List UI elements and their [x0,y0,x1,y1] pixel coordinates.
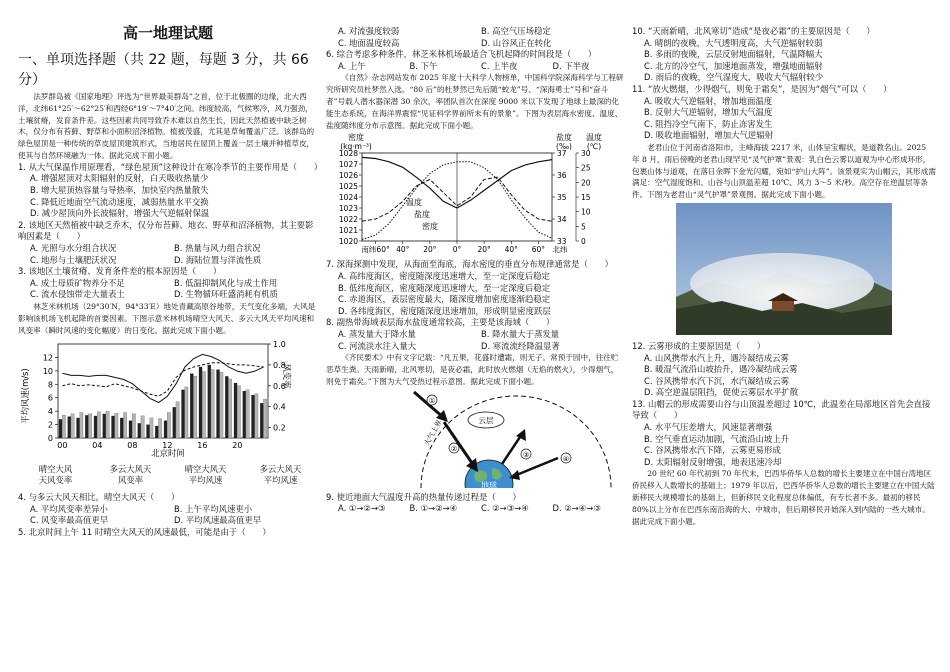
bar-clear-wind [234,383,237,438]
q2-option-c[interactable]: C. 地形与土壤肥沃状况 [30,254,117,265]
q11-option-d[interactable]: D. 吸收地面辐射，增加大气逆辐射 [644,130,774,141]
q13-option-c[interactable]: C. 谷风携带水汽下降，云雾更易形成 [644,445,781,456]
q4-option-d[interactable]: D. 平均风速最高值更早 [174,515,262,526]
arrow-3 [502,434,522,464]
cloud-label: 云层 [478,415,494,425]
y-tick-label: 8 [47,380,53,390]
q6-option-d[interactable]: D. 下半夜 [552,60,590,71]
q10-option-b[interactable]: B. 多雨的夜晚，云层反射地面辐射，气温降幅大 [644,49,823,60]
bar-cloudy-wind [255,394,258,438]
line-cloudy-variability [62,355,263,403]
bar-cloudy-wind [158,419,161,438]
q1-option-b[interactable]: B. 增大屋顶热容量与导热率，加快室内热量散失 [30,184,209,195]
section-heading: 一、单项选择题（共 22 题，每题 3 分，共 66 分） [18,52,309,88]
bar-cloudy-wind [71,414,74,438]
q9-option-b[interactable]: B. ①→②→④ [409,503,458,514]
bar-cloudy-wind [246,390,249,438]
q9-option-d[interactable]: D. ②→④→③ [552,503,601,514]
bar-clear-wind [225,377,228,439]
temperature-tick-label: 20 [581,178,591,188]
bar-clear-wind [138,424,141,439]
x-tick-label: 20° [477,245,491,255]
q3-option-c[interactable]: C. 流水侵蚀带走大量表土 [30,289,125,300]
bar-clear-wind [146,425,149,438]
y2-tick-label: 0.2 [273,423,286,433]
q11-option-b[interactable]: B. 反射大气逆辐射，增加大气温度 [644,107,773,118]
arrow-2 [444,422,474,466]
passage-deepsea: 《自然》杂志网站发布 2025 年度十大科学人物榜单，中国科学院深海科学与工程研究所研究员杜梦然入选。“80 后”的杜梦然已先后随“蛟龙”号、“深海勇士”号和“奋斗者”号载人潜水器深潜 30 余次，率团队首次在深度 9000 米以下发现了地球上最深的化能生态系统，在海洋界震惊“见证科学界前所未有的景象”。下图为表层海水密度、温度、盐度随纬度分布示意图。据此完成下面小题。 [326,73,624,130]
wind-chart-y-label: 平均风速(m/s) [20,368,30,424]
q2-option-d[interactable]: D. 海陆位置与洋流性质 [174,254,262,265]
line-clear-variability [62,363,263,396]
q13-option-d[interactable]: D. 太阳辐射反射增强，地表迅速冷却 [644,456,782,467]
q12-option-c[interactable]: C. 谷风携带水汽下沉，水汽凝结成云雾 [644,375,790,386]
q7-option-d[interactable]: D. 各纬度海区，密度随深度迅速增加，形成明显密度跃层 [338,305,551,316]
bar-cloudy-wind [228,379,231,438]
y2-tick-label: 0.4 [273,402,286,412]
q3-option-b[interactable]: B. 低温抑制风化与成土作用 [174,277,278,288]
q12-option-d[interactable]: D. 高空逆温层阻挡，促使云雾层水平扩散 [644,387,799,398]
temperature-tick-label: 5 [581,222,586,232]
q13-option-a[interactable]: A. 水平气压差增大，风速显著增强 [644,422,773,433]
y2-tick-label: 0.8 [273,361,286,371]
salinity-tick-label: 36 [557,171,567,181]
label-4: ④ [562,454,570,463]
q8-option-c[interactable]: C. 河流淡水注入量大 [338,340,417,351]
bar-cloudy-wind [132,414,135,438]
legend-label: 晴空大风天 [184,464,227,475]
bar-cloudy-wind [123,413,126,439]
atmosphere-heating-diagram [326,388,624,488]
legend-label: 天风变率 [38,475,73,486]
density-tick-label: 1027 [338,160,358,170]
density-tick-label: 1020 [338,237,358,247]
question-12: 12. 云雾形成的主要原因是（ ） [632,340,766,351]
density-tick-label: 1024 [338,193,358,203]
temperature-tick-label: 15 [581,193,591,203]
bar-cloudy-wind [88,414,91,438]
question-4: 4. 与多云大风天相比，晴空大风天（ ） [18,492,180,503]
passage-laojun: 老君山位于河南省洛阳市，主峰海拔 2217 米，山体呈宝帽状，是道教名山。2025 年 8 月，雨后傍晚的老君山现罕见“灵气护罩”景观：乳白色云雾以道观为中心形成环形，包裹山体与道观，在落日余晖下金光闪耀，宛如“护山大阵”。该景观实为山帽云，其形成需满足：空气湿度饱和、山谷与山顶温差超 10℃、风力 3～5 米/秒。高空存在逆温层等条件。下图为老君山“灵气护罩”景观图。据此完成下面小题。 [632,142,936,200]
x-tick-label: 04 [92,441,103,451]
q6-option-a[interactable]: A. 上午 [338,60,366,71]
q1-option-d[interactable]: D. 减少屋顶向外长波辐射，增强大气逆辐射保温 [30,208,210,219]
q4-option-c[interactable]: C. 风变率最高值更早 [30,515,109,526]
question-8: 8. 副热带海域表层海水盐度通常较高，主要是该海域（ ） [326,317,555,328]
legend-item [243,464,318,486]
salinity-unit-label: (‰) [556,142,572,152]
q7-option-a[interactable]: A. 高纬度海区，密度随深度迅速增大，至一定深度后稳定 [338,270,550,281]
bar-clear-wind [111,416,114,438]
question-6: 6. 综合考虑多种条件，林芝米林机场最适合飞机起降的时间段是（ ） [326,49,597,60]
bar-clear-wind [181,390,184,438]
bar-cloudy-wind [80,413,83,439]
legend-label: 风变率 [117,475,144,486]
x-tick-label: 0° [452,245,462,255]
question-2: 2. 该地区天然植被中缺乏乔木，仅分布苔藓、地衣、野草和沼泽植物，其主要影响因素是（ ） [18,219,314,242]
earth-label: 地球 [481,480,497,488]
legend-label: 平均风速 [263,475,298,486]
page-title: 高一地理试题 [122,24,213,42]
arrow-4 [514,458,558,476]
q2-option-a[interactable]: A. 光照与水分组合状况 [30,242,117,253]
passage-airport: 林芝米林机场（29°30′N，94°33′E）地处青藏高原谷地带，天气变化多端，大风是影响该机场飞机起降的首要因素。下图示意米林机场晴空大风天、多云大风天平均风速和风变率（瞬时风速的变化幅度）的日变化。据此完成下面小题。 [18,301,316,335]
density-tick-label: 1021 [338,226,358,236]
question-1: 1. 从大气保温作用原理看，“绿色屋顶”这种设计在寒冷季节的主要作用是（ ） [18,161,323,172]
q5-option-c[interactable]: C. 地面温度较高 [338,37,400,48]
column-1 [18,0,323,672]
q8-option-d[interactable]: D. 寒流流经降温显著 [481,340,560,351]
x-tick-label: 南纬60° [361,245,390,255]
y-tick-label: 0 [47,434,53,444]
bar-cloudy-wind [150,418,153,438]
curve-label-temperature: 温度 [406,198,422,208]
bar-cloudy-wind [263,399,266,438]
q3-option-a[interactable]: A. 成土母质矿物养分不足 [30,277,125,288]
temperature-tick-label: 0 [581,237,586,247]
bar-clear-wind [129,421,132,438]
passage-brazil: 20 世纪 60 年代初到 70 年代末，巴西华侨华人总数的增长主要建立在中国台湾地区侨民移入人数增长的基础上；1979 年以后，巴西华侨华人总数的增长主要建立在中国大陆新移民大规模增长的基础上，但新移民文化程度总体偏低，有专长者不多。最初的移民 80%以上分布在巴西东南沿海的大、中城市，但后期移民开始深入到内陆的一些大城市。据此完成下面小题。 [632,469,935,526]
column-3 [632,0,936,672]
seawater-chart [326,131,624,255]
curve-label-salinity: 盐度 [414,210,430,220]
salinity-tick-label: 35 [557,193,567,203]
density-tick-label: 1025 [338,182,358,192]
legend-item [168,464,243,486]
laojun-mountain-photo [632,201,936,337]
label-1: ① [428,396,436,405]
bar-clear-wind [208,365,211,438]
x-tick-label: 40° [396,245,410,255]
question-5: 5. 北京时间上午 11 时晴空大风天的风速最低，可能是由于（ ） [18,527,271,538]
bar-clear-wind [76,418,79,438]
q8-option-a[interactable]: A. 蒸发量大于降水量 [338,328,416,339]
density-unit-label: (kg·m⁻³) [340,142,372,152]
q2-option-b[interactable]: B. 热量与风力组合状况 [174,242,261,253]
x-tick-label: 16 [197,441,208,451]
x-tick-label: 20 [232,441,243,451]
q10-option-a[interactable]: A. 晴朗的夜晚，大气透明度高，大气逆辐射较弱 [644,37,823,48]
temperature-tick-label: 10 [581,208,591,218]
q10-option-d[interactable]: D. 雨后的夜晚，空气湿度大，吸收大气辐射较少 [644,72,824,83]
density-tick-label: 1023 [338,204,358,214]
x-tick-label: 北纬 [552,245,568,255]
q9-option-c[interactable]: C. ②→③→④ [481,503,529,514]
x-tick-label: 00 [57,441,68,451]
q11-option-a[interactable]: A. 吸收大气逆辐射，增加地面温度 [644,95,773,106]
legend-item [18,464,93,486]
bar-cloudy-wind [237,386,240,438]
q7-option-c[interactable]: C. 赤道海区，表层密度最大，随深度增加密度逐渐趋稳定 [338,294,551,305]
salinity-tick-label: 37 [557,149,567,159]
y2-tick-label: 1.0 [273,340,286,350]
question-13: 13. 山帽云的形成需要山谷与山顶温差超过 10℃，此温差在局部地区首先会直接导致（ ） [632,398,931,421]
temperature-tick-label: 30 [581,149,591,159]
photo-temple [772,301,794,311]
q4-option-b[interactable]: B. 上午平均风速更小 [174,503,253,514]
wind-chart [18,336,318,458]
bar-clear-wind [103,414,106,438]
passage-frost: 《齐民要术》中有文字记载：“凡五果，花盛时遭霜，则无子。常预于园中，往往贮恶草生粪。天雨新晴，北风寒切，是夜必霜，此时放火燃烟（无焰的燃火），少得烟气，则免于霜矣。”下图为大气受热过程示意图。据此完成下面小题。 [326,353,619,386]
x-tick-label: 40° [504,245,518,255]
legend-label: 晴空大风 [38,464,73,475]
salinity-unit-label: 盐度 [556,133,572,143]
wind-chart-x-title: 北京时间 [151,448,185,459]
q6-option-c[interactable]: C. 上半夜 [481,60,518,71]
q12-option-b[interactable]: B. 暖湿气流沿山坡抬升，遇冷凝结成云雾 [644,364,798,375]
q5-option-a[interactable]: A. 对流强度较弱 [338,26,400,36]
question-11: 11. “放火燃烟，少得烟气，则免于霜矣”，是因为“烟气”可以（ ） [632,83,892,94]
q13-option-b[interactable]: B. 空气垂直运动加剧，气流沿山坡上升 [644,433,790,444]
q9-option-a[interactable]: A. ①→②→③ [338,503,386,514]
x-tick-label: 60° [531,245,546,255]
bar-cloudy-wind [176,402,179,438]
bar-cloudy-wind [220,372,223,438]
x-tick-label: 08 [127,441,138,451]
y2-tick-label: 0.6 [273,382,286,392]
bar-cloudy-wind [185,387,188,438]
column-2 [326,0,624,672]
atmosphere-label: 大气上界 [422,418,444,447]
bar-clear-wind [155,426,158,438]
bar-cloudy-wind [106,411,109,438]
temperature-unit-label: 温度 [586,133,602,143]
question-3: 3. 该地区土壤贫瘠、发育条件差的根本原因是（ ） [18,266,222,277]
bar-clear-wind [216,370,219,438]
bar-clear-wind [251,395,254,438]
bar-clear-wind [164,421,167,438]
q5-option-d[interactable]: D. 山谷风正在转化 [481,37,552,48]
bar-clear-wind [190,374,193,438]
q12-option-a[interactable]: A. 山风携带水汽上升，遇冷凝结成云雾 [644,352,789,363]
question-9: 9. 使近地面大气温度升高的热量传递过程是（ ） [326,491,521,502]
q4-option-a[interactable]: A. 平均风变率差异小 [30,503,108,514]
density-tick-label: 1022 [338,215,358,225]
y-tick-label: 10 [42,367,53,377]
q6-option-b[interactable]: B. 下午 [409,60,438,71]
passage-faroe: 法罗群岛被《国家地理》评选为“世界最美群岛”之首，位于北极圈的边缘，北大西洋，北纬61°25′～62°25′和西经6°19′～7°40′之间。纬度较高，气候寒冷，风力强劲，土壤贫瘠，发育条件差。这些因素共同导致乔木难以自然生长，因此天然植被中缺乏树木，仅分布有苔藓、野草和小面积沼泽植物。植被茂盛，尤其是草甸覆盖广泛。该群岛的绿色屋顶是一种传统的草皮屋顶建筑形式，当地居民在屋顶上覆盖一层土壤并种植草皮，使其与自然环境融为一体。据此完成下面小题。 [18,92,315,160]
bar-clear-wind [94,416,97,438]
q3-option-d[interactable]: D. 生物循环旺盛消耗有机质 [174,289,278,300]
bar-cloudy-wind [202,372,205,438]
curve-label-density: 密度 [422,222,438,232]
bar-cloudy-wind [97,412,100,438]
x-tick-label: 20° [423,245,437,255]
bar-clear-wind [120,418,123,438]
bar-cloudy-wind [211,370,214,438]
q5-option-b[interactable]: B. 高空气压场稳定 [481,26,551,36]
q1-option-c[interactable]: C. 降低近地面空气流动速度，减弱热量水平交换 [30,196,209,207]
bar-clear-wind [85,415,88,438]
density-tick-label: 1028 [338,149,358,159]
salinity-tick-label: 33 [557,237,567,247]
density-tick-label: 1026 [338,171,358,181]
bar-clear-wind [243,391,246,438]
bar-clear-wind [199,367,202,438]
bar-cloudy-wind [167,413,170,439]
label-2: ② [450,444,458,453]
temperature-tick-label: 25 [581,164,591,174]
wind-chart-legend [18,464,318,486]
bar-cloudy-wind [141,416,144,438]
y-tick-label: 2 [47,420,53,430]
legend-item [93,464,168,486]
bar-clear-wind [260,403,263,438]
q11-option-c[interactable]: C. 阻挡冷空气南下，防止冻害发生 [644,118,773,129]
q8-option-b[interactable]: B. 降水量大于蒸发量 [481,328,560,339]
question-7: 7. 深海探测中发现，从海面至海底，海水密度的垂直分布规律通常是（ ） [326,259,614,270]
q7-option-b[interactable]: B. 低纬度海区，密度随深度迅速增大，至一定深度后稳定 [338,282,551,293]
q1-option-a[interactable]: A. 增强屋顶对太阳辐射的反射，白天吸收热量少 [30,173,209,184]
y-tick-label: 4 [47,407,53,417]
bar-cloudy-wind [193,377,196,439]
x-tick-label: 12 [162,441,173,451]
question-10: 10. “天雨新晴，北风寒切”造成“是夜必霜”的主要原因是（ ） [632,26,875,36]
bar-clear-wind [173,407,176,438]
temperature-unit-label: (℃) [586,142,602,152]
salinity-tick-label: 34 [557,215,567,225]
label-3: ③ [522,450,530,459]
bar-cloudy-wind [62,415,65,438]
bar-clear-wind [59,419,62,438]
q10-option-c[interactable]: C. 北方的冷空气，加速地面蒸发，增强地面辐射 [644,60,823,71]
bar-cloudy-wind [115,413,118,438]
legend-label: 多云大风天 [259,464,302,475]
wind-chart-y2-label: 风变率 [282,363,292,389]
bar-clear-wind [68,417,71,438]
y-tick-label: 6 [47,394,53,404]
density-unit-label: 密度 [348,133,364,143]
legend-label: 平均风速 [188,475,223,486]
legend-label: 多云大风天 [109,464,152,475]
y-tick-label: 12 [42,353,53,363]
